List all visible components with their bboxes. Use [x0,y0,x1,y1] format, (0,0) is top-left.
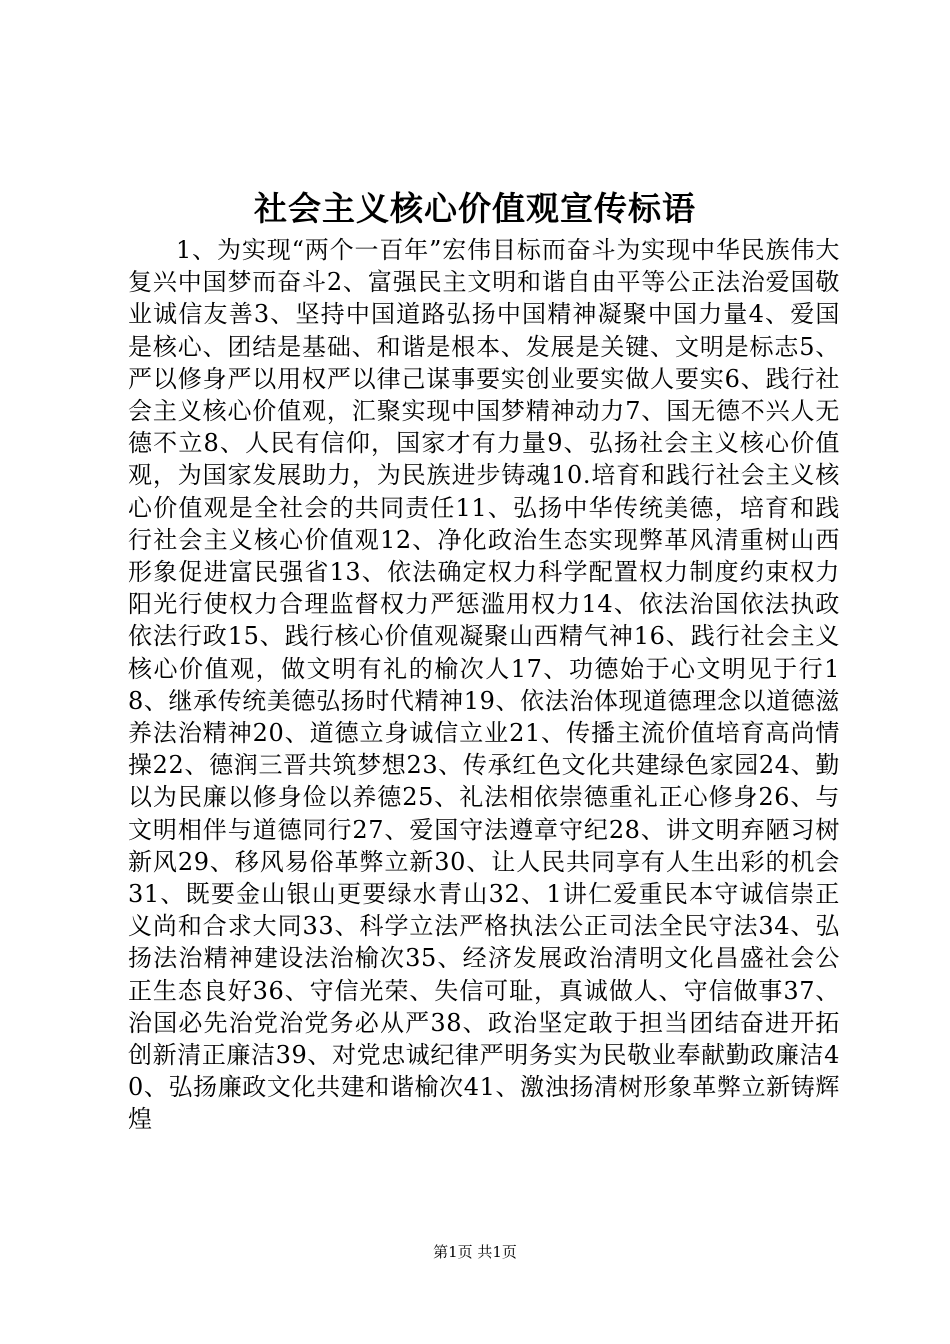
document-title: 社会主义核心价值观宣传标语 [254,189,696,228]
page-number-footer: 第1页 共1页 [433,1243,517,1261]
document-body-paragraph: 1、为实现“两个一百年”宏伟目标而奋斗为实现中华民族伟大复兴中国梦而奋斗2、富强民主文明和谐自由平等公正法治爱国敬业诚信友善3、坚持中国道路弘扬中国精神凝聚中国力量4、爱国是核心、团结是基础、和谐是根本、发展是关键、文明是标志5、严以修身严以用权严以律己谋事要实创业要实做人要实6、践行社会主义核心价值观，汇聚实现中国梦精神动力7、国无德不兴人无德不立8、人民有信仰，国家才有力量9、弘扬社会主义核心价值观，为国家发展助力，为民族进步铸魂10.培育和践行社会主义核心价值观是全社会的共同责任11、弘扬中华传统美德，培育和践行社会主义核心价值观12、净化政治生态实现弊革风清重树山西形象促进富民强省13、依法确定权力科学配置权力制度约束权力阳光行使权力合理监督权力严惩滥用权力14、依法治国依法执政依法行政15、践行核心价值观凝聚山西精气神16、践行社会主义核心价值观，做文明有礼的榆次人17、功德始于心文明见于行18、继承传统美德弘扬时代精神19、依法治体现道德理念以道德滋养法治精神20、道德立身诚信立业21、传播主流价值培育高尚情操22、德润三晋共筑梦想23、传承红色文化共建绿色家园24、勤以为民廉以修身俭以养德25、礼法相依崇德重礼正心修身26、与文明相伴与道德同行27、爱国守法遵章守纪28、讲文明弃陋习树新风29、移风易俗革弊立新30、让人民共同享有人生出彩的机会31、既要金山银山更要绿水青山32、1讲仁爱重民本守诚信崇正义尚和合求大同33、科学立法严格执法公正司法全民守法34、弘扬法治精神建设法治榆次35、经济发展政治清明文化昌盛社会公正生态良好36、守信光荣、失信可耻，真诚做人、守信做事37、治国必先治党治党务必从严38、政治坚定敢于担当团结奋进开拓创新清正廉洁39、对党忠诚纪律严明务实为民敬业奉献勤政廉洁40、弘扬廉政文化共建和谐榆次41、激浊扬清树形象革弊立新铸辉煌 [128,236,840,1134]
